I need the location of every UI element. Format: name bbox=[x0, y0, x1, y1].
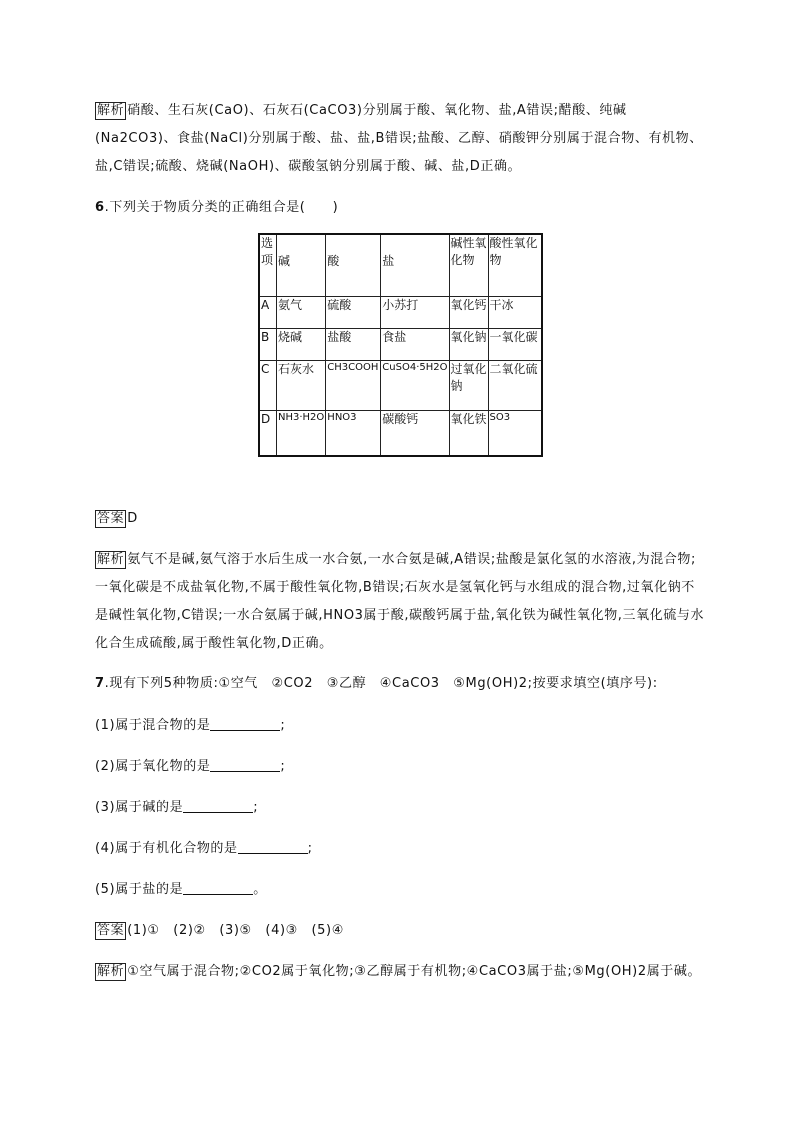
table-cell: CuSO4·5H2O bbox=[381, 360, 449, 410]
fill-item-3 bbox=[95, 794, 705, 822]
table-cell: 氧化铁 bbox=[449, 410, 488, 456]
answer-6 bbox=[95, 505, 705, 533]
fill-prompt: (2)属于氧化物的是 bbox=[95, 759, 211, 774]
header-acidic-oxide: 酸性氧化物 bbox=[488, 234, 542, 296]
header-salt: 盐 bbox=[381, 234, 449, 296]
table-cell: 硫酸 bbox=[326, 296, 381, 328]
analysis-5 bbox=[95, 97, 705, 181]
question-text: .现有下列5种物质:①空气 ②CO2 ③乙醇 ④CaCO3 ⑤Mg(OH)2;按要求填空(填序号): bbox=[104, 676, 658, 691]
table-row bbox=[259, 328, 542, 360]
question-7-stem bbox=[95, 670, 705, 698]
table-cell: 盐酸 bbox=[326, 328, 381, 360]
header-basic-oxide: 碱性氧化物 bbox=[449, 234, 488, 296]
answer-text: D bbox=[127, 511, 138, 526]
analysis-text: 氨气不是碱,氨气溶于水后生成一水合氨,一水合氨是碱,A错误;盐酸是氯化氢的水溶液,为混合物;一氧化碳是不成盐氧化物,不属于酸性氧化物,B错误;石灰水是氢氧化钙与水组成的混合物,过氧化钠不是碱性氧化物,C错误;一水合氨属于碱,HNO3属于酸,碳酸钙属于盐,氧化铁为碱性氧化物,三氧化硫与水化合生成硫酸,属于酸性氧化物,D正确。 bbox=[95, 552, 705, 651]
fill-prompt: (1)属于混合物的是 bbox=[95, 718, 211, 733]
analysis-tag: 解析 bbox=[97, 552, 125, 567]
table-cell: 氨气 bbox=[277, 296, 326, 328]
analysis-tag: 解析 bbox=[97, 964, 125, 979]
fill-prompt: (3)属于碱的是 bbox=[95, 800, 184, 815]
answer-blank[interactable] bbox=[238, 839, 308, 854]
table-cell: 石灰水 bbox=[277, 360, 326, 410]
table-row bbox=[259, 410, 542, 456]
table-cell: 碳酸钙 bbox=[381, 410, 449, 456]
fill-item-5 bbox=[95, 876, 705, 904]
table-row bbox=[259, 296, 542, 328]
fill-prompt: (4)属于有机化合物的是 bbox=[95, 841, 238, 856]
analysis-7 bbox=[95, 958, 705, 986]
table-cell: HNO3 bbox=[326, 410, 381, 456]
analysis-tag: 解析 bbox=[97, 103, 125, 118]
table-row bbox=[259, 360, 542, 410]
table-cell: 干冰 bbox=[488, 296, 542, 328]
fill-suffix: ; bbox=[307, 841, 313, 856]
header-option: 选项 bbox=[259, 234, 277, 296]
analysis-6 bbox=[95, 546, 705, 658]
fill-prompt: (5)属于盐的是 bbox=[95, 882, 184, 897]
table-cell: A bbox=[259, 296, 277, 328]
table-cell: 过氧化钠 bbox=[449, 360, 488, 410]
table-cell: 小苏打 bbox=[381, 296, 449, 328]
fill-suffix: 。 bbox=[253, 882, 267, 897]
table-cell: 氧化钙 bbox=[449, 296, 488, 328]
answer-tag: 答案 bbox=[97, 923, 125, 938]
table-cell: SO3 bbox=[488, 410, 542, 456]
table-cell: 氧化钠 bbox=[449, 328, 488, 360]
fill-item-4 bbox=[95, 835, 705, 863]
answer-7 bbox=[95, 917, 705, 945]
fill-suffix: ; bbox=[253, 800, 259, 815]
question-6-stem bbox=[95, 194, 705, 222]
answer-blank[interactable] bbox=[183, 880, 253, 895]
answer-blank[interactable] bbox=[210, 716, 280, 731]
table-cell: 烧碱 bbox=[277, 328, 326, 360]
classification-table bbox=[258, 233, 543, 457]
fill-suffix: ; bbox=[280, 718, 286, 733]
fill-item-2 bbox=[95, 753, 705, 781]
table-cell: D bbox=[259, 410, 277, 456]
answer-tag: 答案 bbox=[97, 511, 125, 526]
table-cell: 一氧化碳 bbox=[488, 328, 542, 360]
fill-item-1 bbox=[95, 712, 705, 740]
question-number: 6 bbox=[95, 200, 105, 215]
answer-blank[interactable] bbox=[210, 757, 280, 772]
table-cell: B bbox=[259, 328, 277, 360]
analysis-text: 硝酸、生石灰(CaO)、石灰石(CaCO3)分别属于酸、氧化物、盐,A错误;醋酸、纯碱(Na2CO3)、食盐(NaCl)分别属于酸、盐、盐,B错误;盐酸、乙醇、硝酸钾分别属于混合物、有机物、盐,C错误;硫酸、烧碱(NaOH)、碳酸氢钠分别属于酸、碱、盐,D正确。 bbox=[95, 103, 703, 174]
table-cell: 二氧化硫 bbox=[488, 360, 542, 410]
table-cell: CH3COOH bbox=[326, 360, 381, 410]
answer-blank[interactable] bbox=[183, 798, 253, 813]
table-cell: NH3·H2O bbox=[277, 410, 326, 456]
question-text: .下列关于物质分类的正确组合是( ) bbox=[104, 200, 339, 215]
analysis-text: ①空气属于混合物;②CO2属于氧化物;③乙醇属于有机物;④CaCO3属于盐;⑤Mg(OH)2属于碱。 bbox=[127, 964, 702, 979]
fill-suffix: ; bbox=[280, 759, 286, 774]
table-cell: C bbox=[259, 360, 277, 410]
table-cell: 食盐 bbox=[381, 328, 449, 360]
question-number: 7 bbox=[95, 676, 105, 691]
answer-text: (1)① (2)② (3)⑤ (4)③ (5)④ bbox=[127, 923, 344, 938]
table-header-row bbox=[259, 234, 542, 296]
header-base: 碱 bbox=[277, 234, 326, 296]
header-acid: 酸 bbox=[326, 234, 381, 296]
